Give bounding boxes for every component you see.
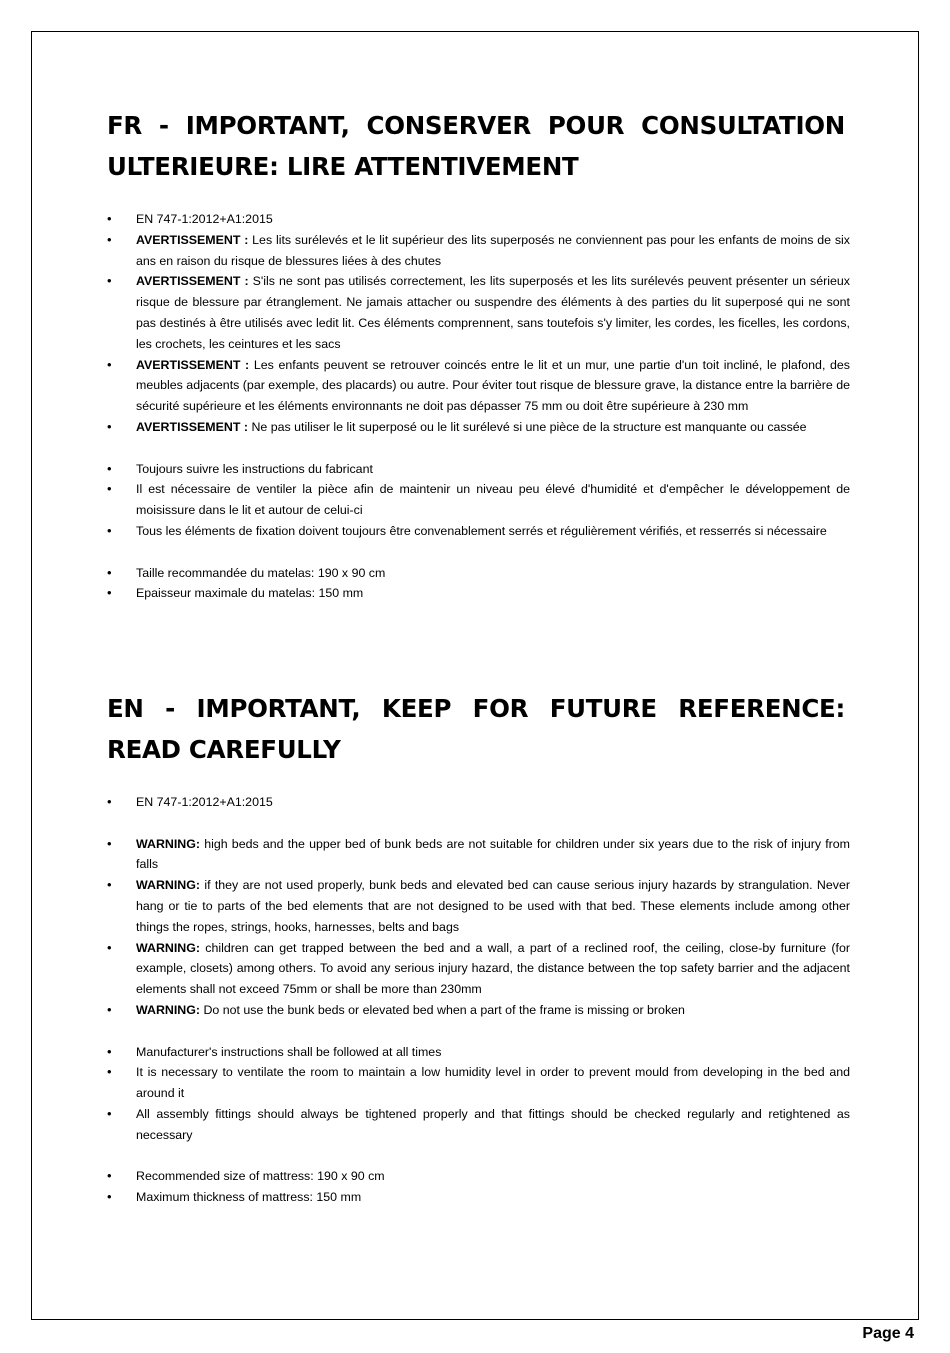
en-instruction-text: All assembly fittings should always be tightened properly and that fittings should be checked regularly and retightened as necessary (136, 1106, 850, 1142)
en-warning-label: WARNING: (136, 1002, 201, 1017)
en-warning-item (107, 834, 850, 876)
fr-instruction-item (107, 521, 850, 542)
en-warning-text: children can get trapped between the bed and a wall, a part of a reclined roof, the ceiling, close-by furniture (for example, closets) among others. To avoid any serious injury hazard, the distance between the top safety barrier and the adjacent elements shall not exceed 75mm or shall be more than 230mm (136, 940, 850, 997)
fr-warning-item (107, 355, 850, 417)
fr-instruction-text: Il est nécessaire de ventiler la pièce afin de maintenir un niveau peu élevé d'humidité et d'empêcher le développement de moisissure dans le lit et autour de celui-ci (136, 482, 850, 518)
fr-instruction-item (107, 459, 850, 480)
fr-warning-text: Les lits surélevés et le lit supérieur des lits superposés ne conviennent pas pour les enfants de moins de six ans en raison du risque de blessures liées à des chutes (136, 232, 850, 268)
en-heading: EN - IMPORTANT, KEEP FOR FUTURE REFERENCE: READ CAREFULLY (107, 694, 845, 764)
en-warning-text: if they are not used properly, bunk beds and elevated bed can cause serious injury hazards by strangulation. Never hang or tie to parts of the bed elements that are not designed to be used with that bed. These elements include among other things the ropes, strings, hooks, harnesses, belts and bags (136, 878, 850, 934)
fr-mattress-size: Taille recommandée du matelas: 190 x 90 cm (136, 565, 386, 580)
fr-list-safety (107, 209, 850, 604)
fr-warning-text: Ne pas utiliser le lit superposé ou le lit surélevé si une pièce de la structure est manquante ou cassée (251, 419, 807, 434)
page-number: Page 4 (862, 1325, 914, 1342)
en-warning-label: WARNING: (136, 878, 201, 893)
fr-mattress-thickness: Epaisseur maximale du matelas: 150 mm (136, 586, 364, 601)
fr-mattress-item (107, 583, 850, 604)
en-instruction-text: Manufacturer's instructions shall be followed at all times (136, 1044, 442, 1059)
fr-warning-item (107, 417, 850, 438)
fr-instruction-text: Toujours suivre les instructions du fabricant (136, 461, 373, 476)
en-instruction-item (107, 1062, 850, 1104)
en-mattress-item (107, 1166, 850, 1187)
fr-warning-label: AVERTISSEMENT : (136, 232, 249, 247)
fr-warning-text: Les enfants peuvent se retrouver coincés entre le lit et un mur, une partie d'un toit incliné, le plafond, des meubles adjacents (par exemple, des placards) ou autre. Pour éviter tout risque de blessure grave, la distance entre la barrière de sécurité supérieure et les éléments environnants ne doit pas dépasser 75 mm ou doit être supérieure à 230 mm (136, 357, 851, 414)
en-warning-label: WARNING: (136, 940, 201, 955)
fr-heading: FR - IMPORTANT, CONSERVER POUR CONSULTATION ULTERIEURE: LIRE ATTENTIVEMENT (107, 111, 845, 181)
en-warning-item (107, 938, 850, 1000)
en-mattress-size: Recommended size of mattress: 190 x 90 cm (136, 1169, 385, 1184)
en-mattress-item (107, 1187, 850, 1208)
fr-instruction-text: Tous les éléments de fixation doivent toujours être convenablement serrés et régulièrement vérifiés, et resserrés si nécessaire (136, 523, 827, 538)
fr-warning-label: AVERTISSEMENT : (136, 274, 249, 289)
en-standard-text: EN 747-1:2012+A1:2015 (136, 795, 273, 809)
fr-warning-item (107, 271, 850, 354)
fr-standard-text: EN 747-1:2012+A1:2015 (136, 212, 273, 226)
en-warning-label: WARNING: (136, 836, 201, 851)
en-warning-text: high beds and the upper bed of bunk beds are not suitable for children under six years due to the risk of injury from falls (136, 836, 850, 872)
en-standard-item (107, 792, 850, 813)
en-instruction-text: It is necessary to ventilate the room to maintain a low humidity level in order to prevent mould from developing in the bed and around it (136, 1065, 850, 1101)
en-instruction-item (107, 1104, 850, 1146)
en-warning-item (107, 875, 850, 937)
en-list-safety (107, 792, 850, 1208)
fr-instruction-item (107, 479, 850, 521)
en-warning-text: Do not use the bunk beds or elevated bed when a part of the frame is missing or broken (203, 1002, 685, 1017)
fr-warning-label: AVERTISSEMENT : (136, 419, 248, 434)
fr-mattress-item (107, 563, 850, 584)
fr-warning-item (107, 230, 850, 272)
en-mattress-thickness: Maximum thickness of mattress: 150 mm (136, 1190, 362, 1205)
fr-warning-label: AVERTISSEMENT : (136, 357, 250, 372)
fr-warning-text: S'ils ne sont pas utilisés correctement, les lits superposés et les lits surélevés peuvent présenter un sérieux risque de blessure par étranglement. Ne jamais attacher ou suspendre des éléments à des parties du lit superposé qui ne sont pas destinés à être utilisés avec ledit lit. Ces éléments comprennent, sans toutefois s'y limiter, les cordes, les ficelles, les cordons, les crochets, les ceintures et les sacs (136, 274, 851, 351)
en-instruction-item (107, 1042, 850, 1063)
fr-standard-item (107, 209, 850, 230)
en-warning-item (107, 1000, 850, 1021)
